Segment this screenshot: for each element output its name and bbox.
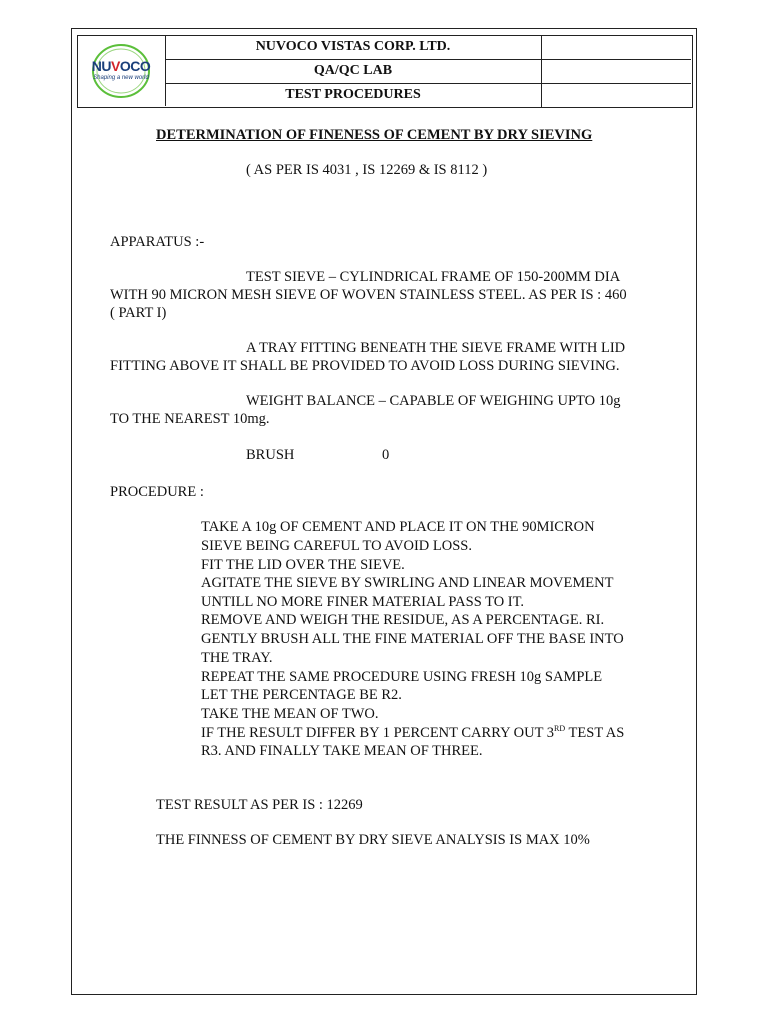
procedure-text: IF THE RESULT DIFFER BY 1 PERCENT CARRY OUT 3 xyxy=(201,725,555,741)
procedure-line: UNTILL NO MORE FINER MATERIAL PASS TO IT. xyxy=(201,594,525,610)
procedure-line: AGITATE THE SIEVE BY SWIRLING AND LINEAR MOVEMENT xyxy=(201,575,614,591)
superscript-rd: RD xyxy=(554,724,566,733)
apparatus-item-3: WEIGHT BALANCE – CAPABLE OF WEIGHING UPTO 10g xyxy=(246,393,621,409)
nuvoco-logo xyxy=(88,42,154,100)
page-title: DETERMINATION OF FINENESS OF CEMENT BY DRY SIEVING xyxy=(156,127,593,143)
logo-tagline: Shaping a new world xyxy=(93,75,149,81)
procedure-line: REPEAT THE SAME PROCEDURE USING FRESH 10g SAMPLE xyxy=(201,669,603,685)
procedure-line: LET THE PERCENTAGE BE R2. xyxy=(201,687,402,703)
header-blank-cell-1 xyxy=(541,36,691,60)
apparatus-item-1-cont: ( PART I) xyxy=(110,305,167,321)
procedure-line: FIT THE LID OVER THE SIEVE. xyxy=(201,557,405,573)
apparatus-item-2-cont: FITTING ABOVE IT SHALL BE PROVIDED TO AVOID LOSS DURING SIEVING. xyxy=(110,358,620,374)
company-name: NUVOCO VISTAS CORP. LTD. xyxy=(165,36,541,60)
procedure-line: REMOVE AND WEIGH THE RESIDUE, AS A PERCENTAGE. RI. xyxy=(201,612,605,628)
logo-brand-text: NUVOCO xyxy=(91,58,151,74)
procedure-line: R3. AND FINALLY TAKE MEAN OF THREE. xyxy=(201,743,483,759)
procedure-line: TAKE THE MEAN OF TWO. xyxy=(201,706,379,722)
header-blank-cell-3 xyxy=(541,84,691,108)
test-result-standard: TEST RESULT AS PER IS : 12269 xyxy=(156,797,363,813)
lab-name: QA/QC LAB xyxy=(165,60,541,84)
procedure-line: TAKE A 10g OF CEMENT AND PLACE IT ON THE 90MICRON xyxy=(201,519,595,535)
standards-reference: ( AS PER IS 4031 , IS 12269 & IS 8112 ) xyxy=(246,162,488,178)
procedure-text: TEST AS xyxy=(565,725,625,741)
procedure-line: SIEVE BEING CAREFUL TO AVOID LOSS. xyxy=(201,538,472,554)
apparatus-heading: APPARATUS :- xyxy=(110,234,205,250)
apparatus-item-1-cont: WITH 90 MICRON MESH SIEVE OF WOVEN STAINLESS STEEL. AS PER IS : 460 xyxy=(110,287,627,303)
test-result-statement: THE FINNESS OF CEMENT BY DRY SIEVE ANALYSIS IS MAX 10% xyxy=(156,832,590,848)
apparatus-item-1: TEST SIEVE – CYLINDRICAL FRAME OF 150-200MM DIA xyxy=(246,269,621,285)
procedure-line: GENTLY BRUSH ALL THE FINE MATERIAL OFF THE BASE INTO xyxy=(201,631,624,647)
apparatus-item-4-value: 0 xyxy=(382,447,390,463)
apparatus-item-3-cont: TO THE NEAREST 10mg. xyxy=(110,411,270,427)
apparatus-item-2: A TRAY FITTING BENEATH THE SIEVE FRAME WITH LID xyxy=(246,340,626,356)
procedure-heading: PROCEDURE : xyxy=(110,484,204,500)
header-blank-cell-2 xyxy=(541,60,691,84)
logo-cell xyxy=(78,36,166,106)
procedure-line: THE TRAY. xyxy=(201,650,273,666)
apparatus-item-4-label: BRUSH xyxy=(246,447,295,463)
procedure-line-superscript xyxy=(201,724,624,743)
header-table xyxy=(77,35,693,108)
doc-type: TEST PROCEDURES xyxy=(285,87,421,102)
